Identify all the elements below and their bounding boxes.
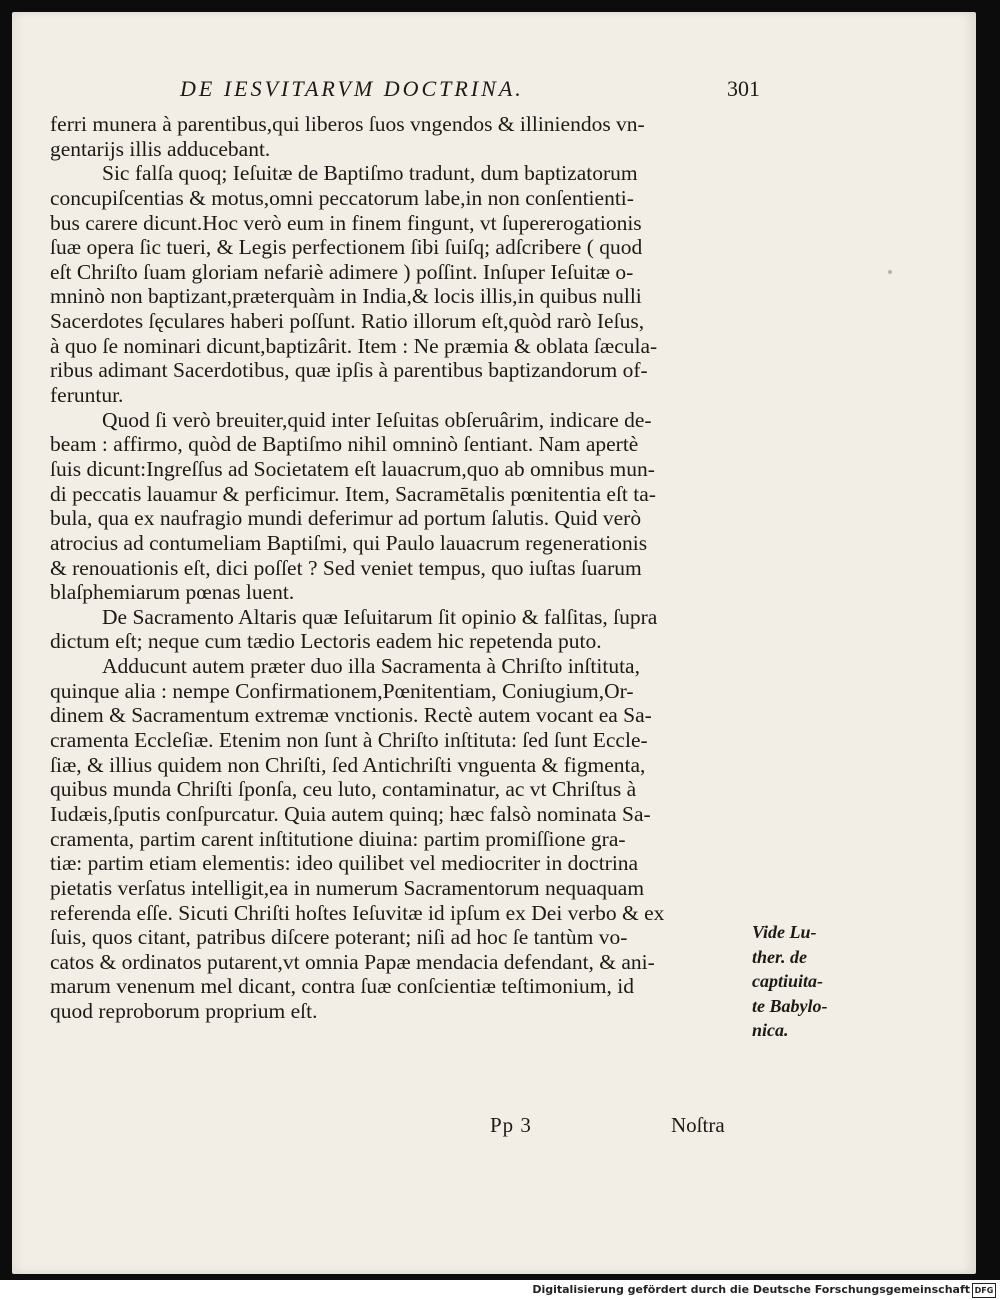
running-header — [180, 76, 760, 106]
text-line: ſuis, quos citant, patribus diſcere poterant; niſi ad hoc ſe tantùm vo- — [50, 925, 628, 950]
text-line: quinque alia : nempe Confirmationem,Pœnitentiam, Coniugium,Or- — [50, 678, 634, 703]
text-line: atrocius ad contumeliam Baptiſmi, qui Paulo lauacrum regenerationis — [50, 530, 648, 555]
text-line: concupiſcentias & motus,omni peccatorum labe,in non conſentienti- — [50, 185, 634, 210]
text-line: ribus adimant Sacerdotibus, quæ ipſis à parentibus baptizandorum of- — [50, 358, 648, 383]
text-line: catos & ordinatos putarent,vt omnia Papæ mendacia defendant, & ani- — [50, 949, 655, 974]
margin-note-line: ther. de — [752, 946, 808, 967]
text-line: pietatis verſatus intelligit,ea in numerum Sacramentorum nequaquam — [50, 875, 645, 900]
text-line: cramenta, partim carent inſtitutione diuina: partim promiſſione gra- — [50, 826, 626, 851]
text-line: dinem & Sacramentum extremæ vnctionis. Rectè autem vocant ea Sa- — [50, 703, 652, 728]
text-line: Adducunt autem præter duo illa Sacramenta à Chriſto inſtituta, — [102, 654, 640, 679]
text-line: beam : affirmo, quòd de Baptiſmo nihil omninò ſentiant. Nam apertè — [50, 432, 639, 457]
paper-speck — [888, 270, 892, 274]
text-line: mninò non baptizant,præterquàm in India,& locis illis,in quibus nulli — [50, 284, 642, 309]
text-line: feruntur. — [50, 383, 124, 408]
text-line: Sic falſa quoq; Ieſuitæ de Baptiſmo tradunt, dum baptizatorum — [102, 161, 638, 186]
text-line: & renouationis eſt, dici poſſet ? Sed veniet tempus, quo iuſtas ſuarum — [50, 555, 642, 580]
text-line: di peccatis lauamur & perficimur. Item, Sacramētalis pœnitentia eſt ta- — [50, 481, 656, 506]
margin-note — [752, 920, 862, 1043]
text-line: quibus munda Chriſti ſponſa, ceu luto, contaminatur, ac vt Chriſtus à — [50, 777, 637, 802]
running-title: DE IESVITARVM DOCTRINA. — [180, 76, 524, 101]
catchword: Noſtra — [671, 1113, 725, 1137]
text-line: cramenta Eccleſiæ. Etenim non ſunt à Chriſto inſtituta: ſed ſunt Eccle- — [50, 728, 648, 753]
text-line: tiæ: partim etiam elementis: ideo quilibet vel mediocriter in doctrina — [50, 851, 639, 876]
text-line: ſuæ opera ſic tueri, & Legis perfectionem ſibi ſuiſq; adſcribere ( quod — [50, 235, 643, 260]
footer-bar — [0, 1280, 1000, 1300]
text-line: blaſphemiarum pœnas luent. — [50, 580, 295, 605]
text-line: referenda eſſe. Sicuti Chriſti hoſtes Ieſuvitæ id ipſum ex Dei verbo & ex — [50, 900, 665, 925]
margin-note-line: captiuita- — [752, 971, 823, 992]
text-line: eſt Chriſto ſuam gloriam nefariè adimere ) poſſint. Inſuper Ieſuitæ o- — [50, 259, 634, 284]
text-line: gentarijs illis adducebant. — [50, 136, 271, 161]
folio-number: 301 — [727, 76, 760, 101]
text-line: ferri munera à parentibus,qui liberos ſuos vngendos & illiniendos vn- — [50, 112, 645, 136]
text-line: dictum eſt; neque cum tædio Lectoris eadem hic repetenda puto. — [50, 629, 602, 654]
text-line: marum venenum mel dicant, contra ſuæ conſcientiæ teſtimonium, id — [50, 974, 634, 999]
signature-mark: Pp 3 — [490, 1113, 532, 1137]
text-line: bula, qua ex naufragio mundi deferimur ad portum ſalutis. Quid verò — [50, 506, 642, 531]
text-line: à quo ſe nominari dicunt,baptizârit. Item : Ne præmia & oblata ſæcula- — [50, 333, 658, 358]
dfg-logo-icon: DFG — [972, 1283, 996, 1298]
text-line: Quod ſi verò breuiter,quid inter Ieſuitas obſeruârim, indicare de- — [102, 407, 652, 432]
margin-note-line: Vide Lu- — [752, 922, 817, 942]
text-line: quod reproborum proprium eſt. — [50, 999, 318, 1024]
margin-note-line: nica. — [752, 1020, 789, 1041]
text-line: Sacerdotes ſęculares haberi poſſunt. Ratio illorum eſt,quòd rarò Ieſus, — [50, 309, 645, 334]
margin-note-line: te Babylo- — [752, 995, 828, 1016]
body-text — [50, 112, 750, 1024]
text-line: ſiæ, & illius quidem non Chriſti, ſed Antichriſti vnguenta & figmenta, — [50, 752, 646, 777]
footer-credit: Digitalisierung gefördert durch die Deutsche Forschungsgemeinschaft — [532, 1283, 970, 1296]
text-line: bus carere dicunt.Hoc verò eum in finem fingunt, vt ſupererogationis — [50, 210, 642, 235]
text-line: ſuis dicunt:Ingreſſus ad Societatem eſt lauacrum,quo ab omnibus mun- — [50, 456, 655, 481]
text-line: De Sacramento Altaris quæ Ieſuitarum ſit opinio & falſitas, ſupra — [102, 604, 658, 629]
text-line: Iudæis,ſputis conſpurcatur. Quia autem quinq; hæc falsò nominata Sa- — [50, 801, 651, 826]
